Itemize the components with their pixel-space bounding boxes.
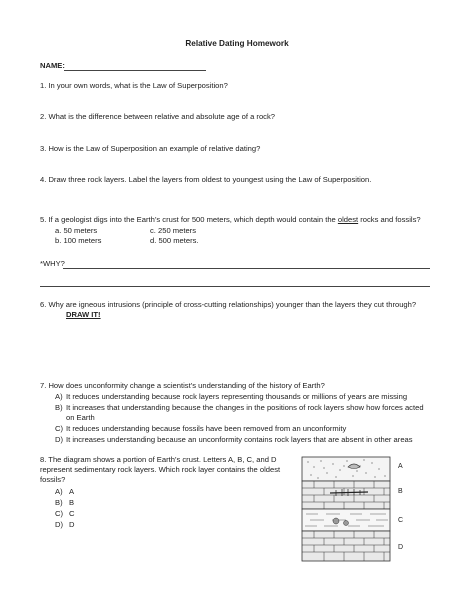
q7-choice-b-cont: on Earth	[66, 413, 95, 422]
q7-choice-a-letter: A)	[55, 392, 63, 401]
layer-label-c: C	[398, 517, 404, 524]
why-label: *WHY?	[40, 259, 65, 268]
layer-c-fossil-2	[344, 521, 349, 526]
q7-choice-d: It increases understanding because an unconformity contains rock layers that are absent in other areas	[66, 435, 413, 444]
name-field-line[interactable]	[64, 70, 206, 71]
question-2: 2. What is the difference between relative and absolute age of a rock?	[40, 112, 275, 121]
question-6: 6. Why are igneous intrusions (principle of cross-cutting relationships) younger than the layers they cut through?	[40, 300, 417, 309]
q5-choice-b: b. 100 meters	[55, 236, 102, 245]
rock-layers-illustration	[300, 455, 410, 565]
q7-choice-b: It increases that understanding because the changes in the positions of rock layers show how forces acted	[66, 403, 424, 412]
layer-a	[302, 457, 390, 481]
why-answer-line-2[interactable]	[40, 286, 430, 287]
q5-choice-d: d. 500 meters.	[150, 236, 199, 245]
question-8-line-3: fossils?	[40, 475, 66, 484]
question-5-text-pre: 5. If a geologist digs into the Earth’s crust for 500 meters, which depth would contain the	[40, 215, 338, 224]
q7-choice-a: It reduces understanding because rock layers representing thousands or millions of years are missing	[66, 392, 408, 401]
question-7: 7. How does unconformity change a scientist’s understanding of the history of Earth?	[40, 381, 325, 390]
q8-choice-d: D	[69, 520, 75, 529]
layer-c-fossil-1	[333, 518, 339, 524]
question-5-emphasis: oldest	[337, 215, 359, 224]
layer-label-b: B	[398, 488, 403, 495]
q8-choice-a: A	[69, 487, 75, 496]
name-label: NAME:	[40, 61, 65, 70]
rock-layers-diagram	[300, 455, 410, 565]
q8-choice-b: B	[69, 498, 75, 507]
q5-choice-c: c. 250 meters	[150, 226, 197, 235]
q7-choice-c: It reduces understanding because fossils have been removed from an unconformity	[66, 424, 347, 433]
q5-choice-a: a. 50 meters	[55, 226, 98, 235]
question-1: 1. In your own words, what is the Law of Superposition?	[40, 81, 228, 90]
question-5-text-post: rocks and fossils?	[358, 215, 421, 224]
q7-choice-d-letter: D)	[55, 435, 64, 444]
question-8-line-2: represent sedimentary rock layers. Which rock layer contains the oldest	[40, 465, 281, 474]
question-4: 4. Draw three rock layers. Label the layers from oldest to youngest using the Law of Superposition.	[40, 175, 372, 184]
question-3: 3. How is the Law of Superposition an example of relative dating?	[40, 144, 261, 153]
q7-choice-c-letter: C)	[55, 424, 64, 433]
layer-label-d: D	[398, 544, 404, 551]
q7-choice-b-letter: B)	[55, 403, 63, 412]
question-5	[40, 216, 421, 225]
draw-it-label: DRAW IT!	[66, 310, 101, 319]
q8-choice-a-letter: A)	[55, 487, 63, 496]
why-answer-line-1[interactable]	[63, 268, 430, 269]
q8-choice-d-letter: D)	[55, 520, 64, 529]
question-8-line-1: 8. The diagram shows a portion of Earth’s crust. Letters A, B, C, and D	[40, 455, 277, 464]
q8-choice-c-letter: C)	[55, 509, 64, 518]
q8-choice-c: C	[69, 509, 75, 518]
q8-choice-b-letter: B)	[55, 498, 63, 507]
page-title: Relative Dating Homework	[185, 39, 289, 48]
layer-label-a: A	[398, 463, 403, 470]
layer-d	[302, 531, 390, 561]
